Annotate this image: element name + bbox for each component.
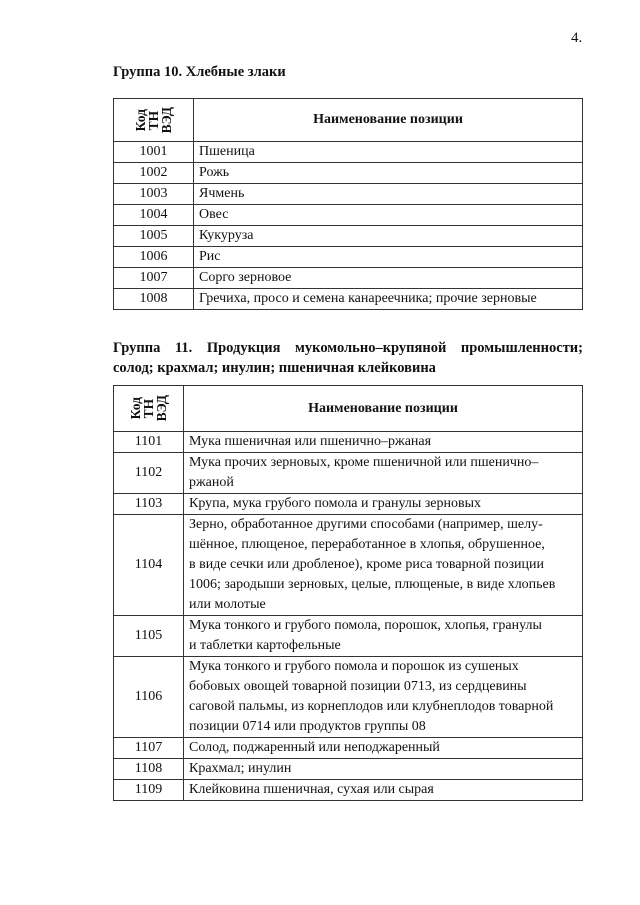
table-header-row [114, 386, 583, 432]
row-code: 1103 [114, 494, 184, 515]
table-row [114, 247, 583, 268]
row-name: Мука тонкого и грубого помола, порошок, хлопья, гранулы и таблетки картофельные [184, 616, 583, 657]
row-code: 1008 [114, 289, 194, 310]
table-row [114, 780, 583, 801]
row-code: 1108 [114, 759, 184, 780]
header-code [114, 99, 194, 142]
row-name: Крупа, мука грубого помола и гранулы зерновых [184, 494, 583, 515]
table-row [114, 453, 583, 494]
group-11-table [113, 385, 583, 801]
row-name: Ячмень [194, 184, 583, 205]
table-row [114, 657, 583, 738]
table-row [114, 759, 583, 780]
row-code: 1106 [114, 657, 184, 738]
row-code: 1004 [114, 205, 194, 226]
row-code: 1007 [114, 268, 194, 289]
row-name: Зерно, обработанное другими способами (например, шелу- шённое, плющеное, переработанное в хлопья, обрушенное, в виде сечки или дробленое), кроме риса товарной позиции 1006; зародыши зерновых, целые, плющеные, в виде хлопьев или молотые [184, 515, 583, 616]
group-10-table [113, 98, 583, 310]
row-name: Рожь [194, 163, 583, 184]
row-name: Овес [194, 205, 583, 226]
group-10-title: Группа 10. Хлебные злаки [113, 64, 286, 80]
row-name: Сорго зерновое [194, 268, 583, 289]
table-row [114, 494, 583, 515]
table-row [114, 163, 583, 184]
row-code: 1102 [114, 453, 184, 494]
row-code: 1101 [114, 432, 184, 453]
header-code [114, 386, 184, 432]
row-code: 1003 [114, 184, 194, 205]
row-name: Гречиха, просо и семена канареечника; прочие зерновые [194, 289, 583, 310]
header-name: Наименование позиции [184, 386, 583, 432]
header-code-text: Код ТН ВЭД [128, 395, 169, 422]
row-code: 1104 [114, 515, 184, 616]
table-row [114, 205, 583, 226]
row-name: Кукуруза [194, 226, 583, 247]
header-name: Наименование позиции [194, 99, 583, 142]
row-name: Мука прочих зерновых, кроме пшеничной или пшенично– ржаной [184, 453, 583, 494]
row-code: 1107 [114, 738, 184, 759]
row-name: Мука тонкого и грубого помола и порошок из сушеных бобовых овощей товарной позиции 0713, из сердцевины саговой пальмы, из корнеплодов или клубнеплодов товарной позиции 0714 или продуктов группы 08 [184, 657, 583, 738]
table-header-row [114, 99, 583, 142]
group-11-title: Группа 11. Продукция мукомольно–крупяной промышленности; солод; крахмал; инулин; пшеничная клейковина [113, 340, 583, 376]
row-code: 1002 [114, 163, 194, 184]
row-name: Пшеница [194, 142, 583, 163]
row-code: 1006 [114, 247, 194, 268]
row-name: Мука пшеничная или пшенично–ржаная [184, 432, 583, 453]
row-code: 1109 [114, 780, 184, 801]
header-code-text: Код ТН ВЭД [133, 106, 174, 134]
table-row [114, 432, 583, 453]
table-row [114, 616, 583, 657]
row-name: Рис [194, 247, 583, 268]
table-row [114, 142, 583, 163]
table-row [114, 515, 583, 616]
table-row [114, 184, 583, 205]
row-name: Солод, поджаренный или неподжаренный [184, 738, 583, 759]
table-row [114, 289, 583, 310]
table-row [114, 268, 583, 289]
row-code: 1005 [114, 226, 194, 247]
row-code: 1001 [114, 142, 194, 163]
row-name: Крахмал; инулин [184, 759, 583, 780]
table-row [114, 226, 583, 247]
row-name: Клейковина пшеничная, сухая или сырая [184, 780, 583, 801]
row-code: 1105 [114, 616, 184, 657]
page-number: 4. [571, 30, 583, 46]
table-row [114, 738, 583, 759]
